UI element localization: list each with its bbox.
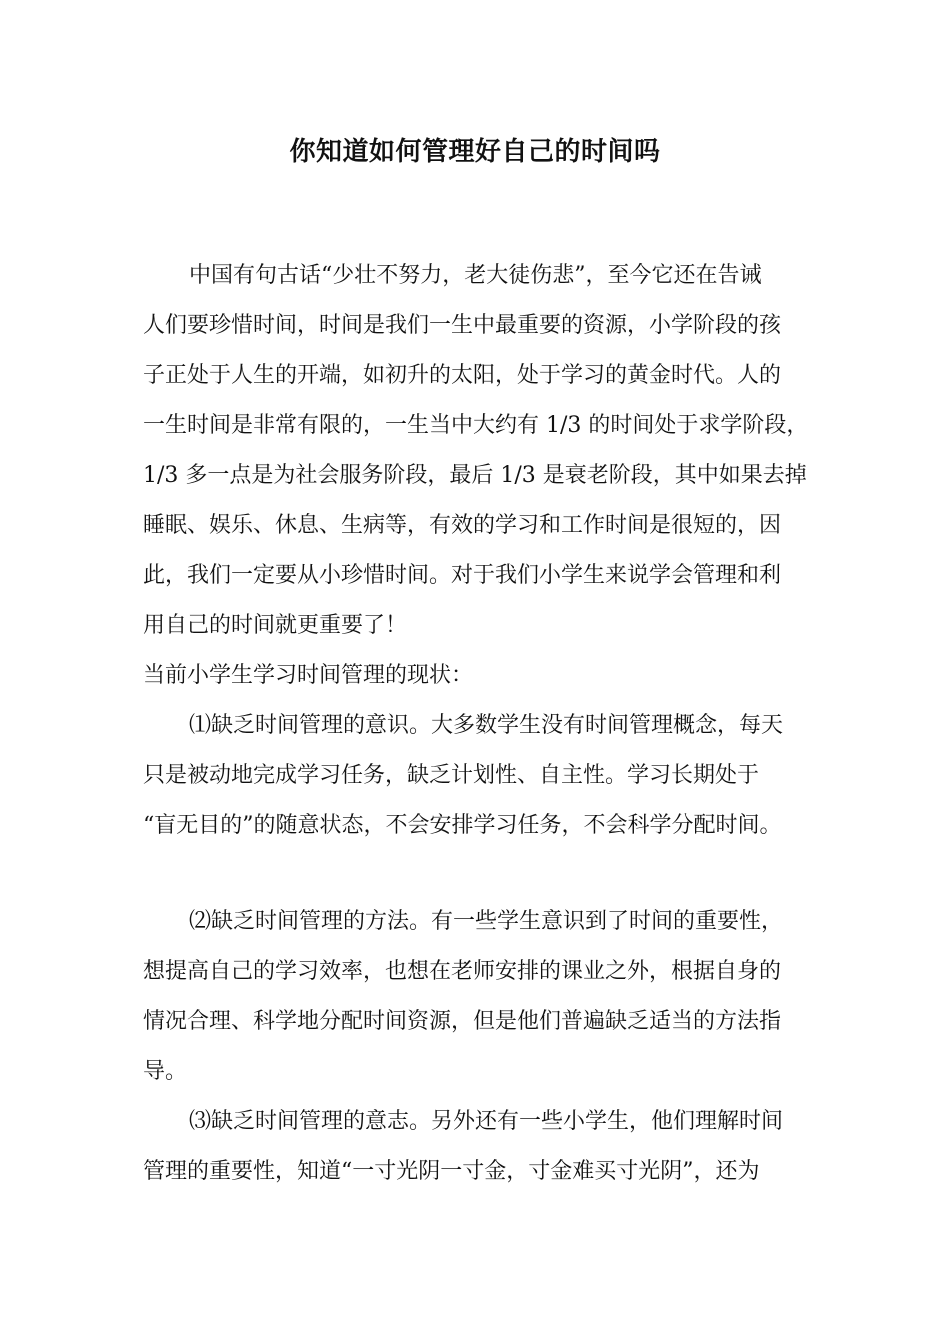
body-line: ⑴缺乏时间管理的意识。大多数学生没有时间管理概念，每天 <box>189 713 784 738</box>
body-line: 只是被动地完成学习任务，缺乏计划性、自主性。学习长期处于 <box>143 763 760 788</box>
body-line: 用自己的时间就更重要了！ <box>143 613 408 638</box>
section-heading: 当前小学生学习时间管理的现状： <box>143 663 474 688</box>
body-line: 中国有句古话“少壮不努力，老大徒伤悲”，至今它还在告诫 <box>189 263 762 288</box>
body-line: 睡眠、娱乐、休息、生病等，有效的学习和工作时间是很短的，因 <box>143 513 782 538</box>
body-line: 一生时间是非常有限的，一生当中大约有 1/3 的时间处于求学阶段， <box>143 413 809 438</box>
body-line: 想提高自己的学习效率，也想在老师安排的课业之外，根据自身的 <box>143 959 782 984</box>
body-line: 1/3 多一点是为社会服务阶段，最后 1/3 是衰老阶段，其中如果去掉 <box>143 463 807 488</box>
body-line: 管理的重要性，知道“一寸光阴一寸金，寸金难买寸光阴”，还为 <box>143 1159 760 1184</box>
document-title: 你知道如何管理好自己的时间吗 <box>289 137 661 167</box>
body-line: ⑵缺乏时间管理的方法。有一些学生意识到了时间的重要性， <box>189 909 784 934</box>
body-line: 子正处于人生的开端，如初升的太阳，处于学习的黄金时代。人的 <box>143 363 782 388</box>
body-line: 情况合理、科学地分配时间资源，但是他们普遍缺乏适当的方法指 <box>143 1009 782 1034</box>
body-line: “盲无目的”的随意状态，不会安排学习任务，不会科学分配时间。 <box>143 813 782 838</box>
body-line: 导。 <box>143 1059 188 1084</box>
body-line: 人们要珍惜时间，时间是我们一生中最重要的资源，小学阶段的孩 <box>143 313 782 338</box>
body-line: 此，我们一定要从小珍惜时间。对于我们小学生来说学会管理和利 <box>143 563 782 588</box>
body-line: ⑶缺乏时间管理的意志。另外还有一些小学生，他们理解时间 <box>189 1109 784 1134</box>
